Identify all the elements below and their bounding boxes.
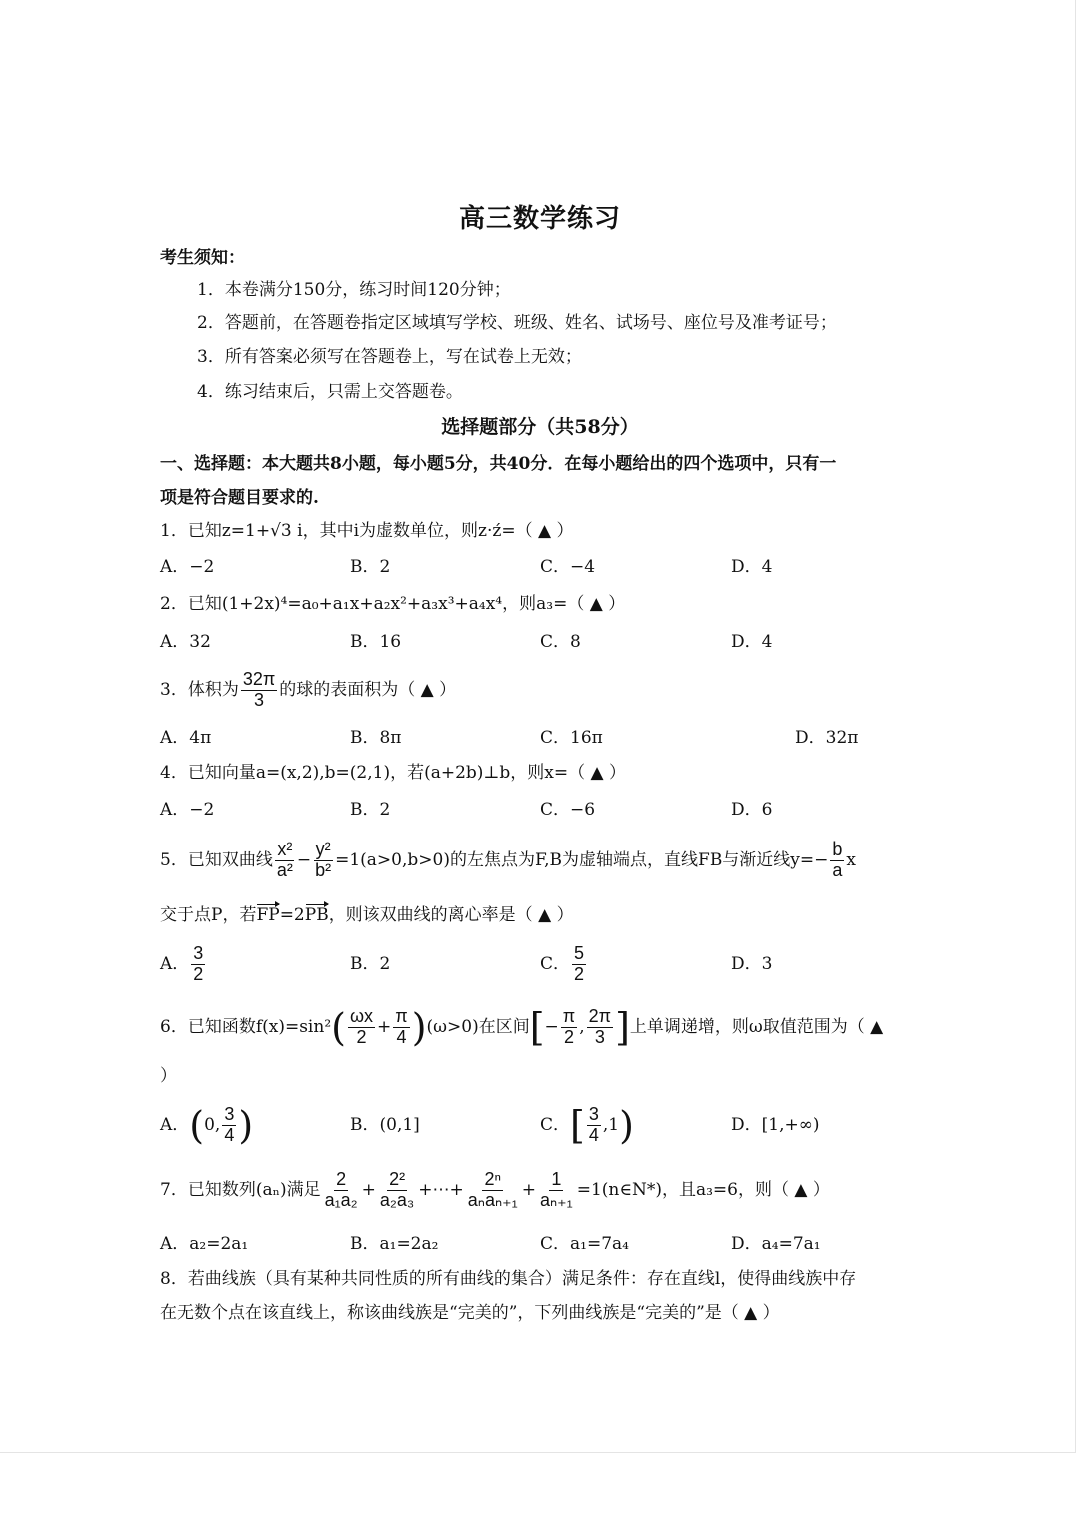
denominator: 2 <box>564 1027 575 1047</box>
q4-option-a: A．−2 <box>160 800 215 820</box>
option-value: ,1 <box>602 1115 620 1135</box>
q2-option-b: B．16 <box>350 632 402 652</box>
question-8-stem-line2: 在无数个点在该直线上，称该曲线族是“完美的”，下列曲线族是“完美的”是（ ▲ ） <box>160 1303 780 1323</box>
q7-option-b: B．a₁=2a₂ <box>350 1234 439 1254</box>
q5-text: 交于点P，若 <box>160 905 257 925</box>
question-2-stem: 2．已知(1+2x)⁴=a₀+a₁x+a₂x²+a₃x³+a₄x⁴，则a₃=（ ▲ ） <box>160 594 626 614</box>
denominator: 2 <box>356 1027 367 1047</box>
page-edge-bottom <box>0 1452 1076 1453</box>
q5-text: 5．已知双曲线 <box>160 850 273 870</box>
option-value: 0, <box>204 1115 221 1135</box>
fraction <box>572 944 586 985</box>
q6-option-a: A．(0, $\frac{3}{4}$ ) <box>160 1103 254 1148</box>
q6-option-c: C．[ $\frac{3}{4}$ ,1) <box>540 1103 634 1148</box>
q5-text: =1(a>0,b>0)的左焦点为F,B为虚轴端点，直线FB与渐近线y=− <box>335 850 829 870</box>
q6-text: (ω>0)在区间 <box>426 1017 530 1037</box>
q7-option-c: C．a₁=7a₄ <box>540 1234 629 1254</box>
option-label: B． <box>350 1115 380 1135</box>
denominator: 3 <box>254 690 265 710</box>
numerator: 3 <box>224 1104 235 1125</box>
notice-item: 4．练习结束后，只需上交答题卷。 <box>197 382 463 402</box>
numerator: 3 <box>193 943 204 964</box>
q5-option-d <box>731 952 772 976</box>
q2-option-d: D．4 <box>731 632 773 652</box>
q6-text: 上单调递增，则ω取值范围为（ ▲ <box>629 1017 884 1037</box>
fraction <box>222 1105 236 1146</box>
denominator: 2 <box>193 964 204 984</box>
q5-text: − <box>296 850 312 870</box>
numerator: b <box>832 839 843 860</box>
numerator: 32π <box>242 669 276 690</box>
option-label: A． <box>160 1115 190 1135</box>
q7-text: + <box>361 1180 376 1200</box>
q1-option-c: C．−4 <box>540 557 596 577</box>
q2-option-c: C．8 <box>540 632 581 652</box>
numerator: y² <box>315 839 331 860</box>
option-label: D． <box>731 954 762 974</box>
numerator: 2 <box>336 1169 347 1190</box>
notice-item: 2．答题前，在答题卷指定区域填写学校、班级、姓名、试场号、座位号及准考证号； <box>197 313 837 333</box>
option-label: D． <box>731 1115 762 1135</box>
notice-item: 1．本卷满分150分，练习时间120分钟； <box>197 280 511 300</box>
vector-fp: FP <box>256 905 280 925</box>
q6-text: 6．已知函数f(x)=sin² <box>160 1017 332 1037</box>
question-5-stem <box>160 835 856 885</box>
question-6-stem: 6．已知函数f(x)=sin²( $\frac{\omega x}{2}$ + $\frac{\pi}{4}$ )(ω>0)在区间[− $\frac{\pi}{2}$ , $\frac{2\pi}{3}$ ]上单调递增，则ω取值范围为（ ▲ <box>160 1005 884 1050</box>
q5-option-a <box>160 940 207 988</box>
question-1-stem: 1．已知z=1+√3 i，其中i为虚数单位，则z·ź=（ ▲ ） <box>160 521 574 541</box>
q7-text: + <box>521 1180 536 1200</box>
q7-option-a: A．a₂=2a₁ <box>160 1234 249 1254</box>
q4-option-c: C．−6 <box>540 800 596 820</box>
denominator: b² <box>315 860 332 880</box>
vector-pb: PB <box>304 905 329 925</box>
numerator: π <box>395 1006 408 1027</box>
q5-option-b <box>350 952 390 976</box>
numerator: 1 <box>551 1169 562 1190</box>
numerator: π <box>562 1006 576 1027</box>
section-title: 选择题部分（共58分） <box>441 416 639 438</box>
numerator: x² <box>277 839 293 860</box>
q3-text: 3．体积为 <box>160 680 239 700</box>
numerator: 2π <box>588 1006 612 1027</box>
question-3-stem <box>160 666 456 714</box>
fraction <box>323 1170 360 1211</box>
option-label: A． <box>160 954 190 974</box>
option-label: C． <box>540 1115 571 1135</box>
fraction <box>378 1170 416 1211</box>
option-value: 3 <box>761 954 773 974</box>
notice-heading: 考生须知： <box>160 248 245 268</box>
denominator: a² <box>276 860 293 880</box>
q6-text: , <box>579 1017 585 1037</box>
option-label: C． <box>540 954 571 974</box>
option-label: B． <box>350 954 380 974</box>
q1-option-b: B．2 <box>350 557 391 577</box>
q3-option-a: A．4π <box>160 728 212 748</box>
q3-option-b: B．8π <box>350 728 402 748</box>
part1-heading-line1: 一、选择题：本大题共8小题，每小题5分，共40分．在每小题给出的四个选项中，只有一 <box>160 454 837 474</box>
denominator: 4 <box>396 1027 407 1047</box>
denominator: a <box>832 860 843 880</box>
denominator: 3 <box>594 1027 605 1047</box>
question-6-stem-line2: ） <box>160 1066 177 1086</box>
fraction <box>830 840 844 881</box>
fraction <box>587 1007 613 1048</box>
denominator: a₁a₂ <box>324 1190 358 1210</box>
fraction <box>393 1007 409 1048</box>
q1-option-d: D．4 <box>731 557 773 577</box>
option-value: 2 <box>379 954 391 974</box>
fraction <box>275 840 295 881</box>
fraction <box>538 1170 575 1211</box>
q3-fraction <box>241 670 277 711</box>
q7-text: +⋯+ <box>418 1180 464 1200</box>
q5-text: =2 <box>279 905 305 925</box>
numerator: ωx <box>349 1006 374 1027</box>
q6-text: + <box>377 1017 392 1037</box>
denominator: 4 <box>588 1125 599 1145</box>
fraction <box>561 1007 577 1048</box>
numerator: 2² <box>389 1169 406 1190</box>
q7-text: =1(n∈N*)，且a₃=6，则（ ▲ ） <box>576 1180 830 1200</box>
option-value: [1,+∞) <box>761 1115 820 1135</box>
q6-text: − <box>544 1017 559 1037</box>
q5-text: x <box>846 850 857 870</box>
fraction <box>348 1007 375 1048</box>
option-value: (0,1] <box>379 1115 420 1135</box>
question-7-stem <box>160 1165 830 1215</box>
q6-option-b <box>350 1113 420 1137</box>
denominator: 4 <box>224 1125 235 1145</box>
q3-option-d: D．32π <box>795 728 859 748</box>
part1-heading-line2: 项是符合题目要求的. <box>160 488 319 508</box>
q5-option-c <box>540 940 588 988</box>
question-4-stem: 4．已知向量a=(x,2),b=(2,1)，若(a+2b)⊥b，则x=（ ▲ ） <box>160 763 627 783</box>
numerator: 5 <box>574 943 585 964</box>
q2-option-a: A．32 <box>160 632 211 652</box>
question-5-stem-line2 <box>160 903 574 927</box>
question-8-stem: 8．若曲线族（具有某种共同性质的所有曲线的集合）满足条件：存在直线l，使得曲线族中存 <box>160 1269 857 1289</box>
page-title: 高三数学练习 <box>458 204 621 234</box>
denominator: aₙaₙ₊₁ <box>467 1190 518 1210</box>
denominator: a₂a₃ <box>379 1190 415 1210</box>
fraction <box>466 1170 520 1211</box>
q7-text: 7．已知数列(aₙ)满足 <box>160 1180 321 1200</box>
denominator: aₙ₊₁ <box>539 1190 573 1210</box>
fraction <box>313 840 333 881</box>
q3-option-c: C．16π <box>540 728 603 748</box>
fraction <box>191 944 205 985</box>
fraction <box>587 1105 601 1146</box>
q3-text: 的球的表面积为（ ▲ ） <box>279 680 457 700</box>
numerator: 2ⁿ <box>484 1169 502 1190</box>
q7-option-d: D．a₄=7a₁ <box>731 1234 821 1254</box>
denominator: 2 <box>574 964 585 984</box>
numerator: 3 <box>588 1104 599 1125</box>
notice-item: 3．所有答案必须写在答题卷上，写在试卷上无效； <box>197 347 582 367</box>
q4-option-b: B．2 <box>350 800 391 820</box>
q6-option-d <box>731 1113 820 1137</box>
q4-option-d: D．6 <box>731 800 773 820</box>
q1-option-a: A．−2 <box>160 557 215 577</box>
q5-text: ，则该双曲线的离心率是（ ▲ ） <box>328 905 574 925</box>
